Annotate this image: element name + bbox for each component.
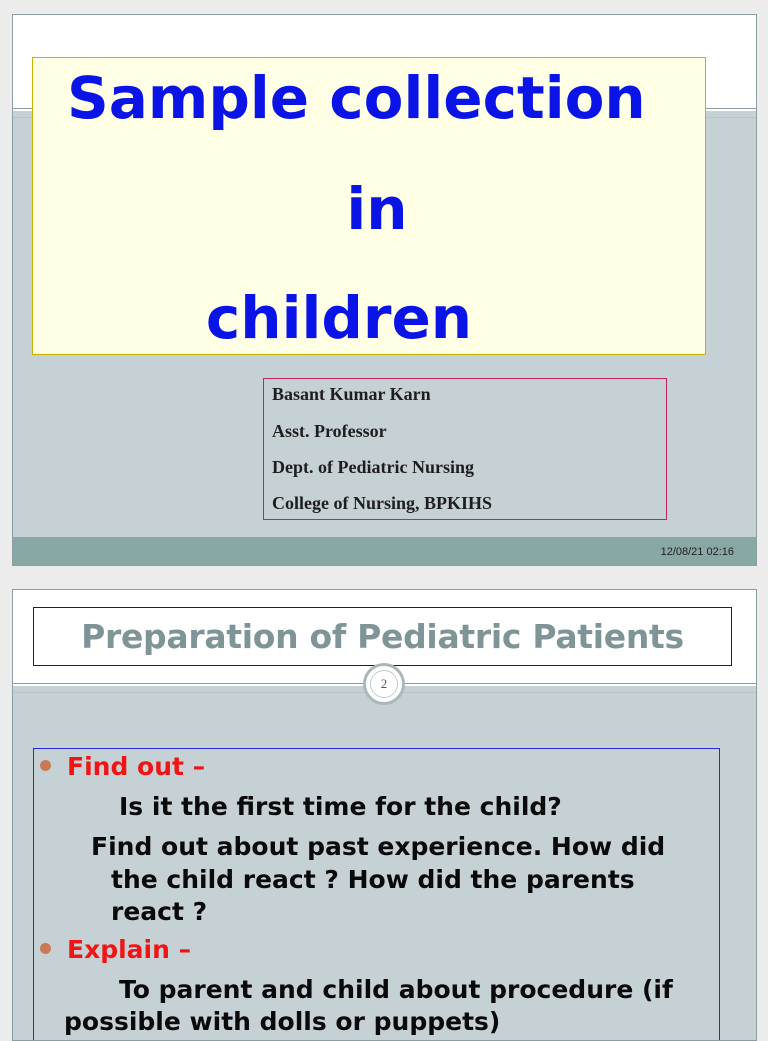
- slide-1: [12, 14, 757, 566]
- author-info-box: [263, 378, 667, 520]
- slide-2-content-box: [33, 748, 720, 1041]
- slide-date: 12/08/21 02:16: [660, 546, 734, 558]
- author-department: Dept. of Pediatric Nursing: [272, 457, 474, 477]
- author-name: Basant Kumar Karn: [272, 384, 431, 404]
- bullet-line: Find out about past experience. How did: [91, 832, 666, 861]
- bullet-line: react ?: [111, 897, 208, 926]
- page-number-badge: [363, 663, 405, 705]
- title-line-3: children: [205, 284, 473, 352]
- slide-2-title-box: [33, 607, 732, 666]
- bullet-line: the child react ? How did the parents: [111, 865, 635, 894]
- bullet-dot-icon: [40, 943, 51, 954]
- bullet-dot-icon: [40, 760, 51, 771]
- page-number: 2: [380, 676, 388, 691]
- bullet-heading-explain: Explain –: [67, 935, 192, 964]
- title-line-1: Sample collection: [67, 64, 646, 132]
- author-institution: College of Nursing, BPKIHS: [272, 493, 493, 513]
- author-position: Asst. Professor: [272, 421, 387, 441]
- bullet-line: To parent and child about procedure (if: [119, 975, 673, 1004]
- slide-2-title: Preparation of Pediatric Patients: [81, 617, 684, 656]
- title-line-2: in: [346, 175, 408, 243]
- slide-1-footer: [13, 537, 756, 565]
- bullet-line: Is it the first time for the child?: [119, 792, 562, 821]
- slide-1-title-box: [32, 57, 706, 355]
- slide-2: [12, 589, 757, 1041]
- bullet-line: possible with dolls or puppets): [64, 1007, 501, 1036]
- bullet-heading-find-out: Find out –: [67, 752, 206, 781]
